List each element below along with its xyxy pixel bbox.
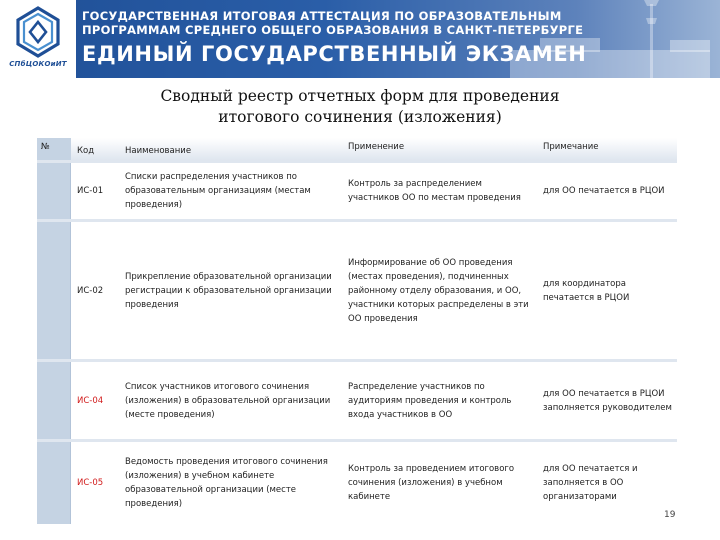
row-note: для ОО печатается в РЦОИ заполняется руководителем — [543, 388, 672, 413]
row-num-cell — [37, 163, 71, 219]
city-silhouette-icon — [500, 0, 720, 78]
row-code: ИС-04 — [77, 395, 104, 406]
row-code: ИС-05 — [77, 478, 104, 488]
header-code: Код — [77, 146, 95, 156]
row-use: Контроль за распределением участников ОО по местам проведения — [348, 179, 521, 203]
forms-registry-table — [37, 138, 677, 524]
header-title: ЕДИНЫЙ ГОСУДАРСТВЕННЫЙ ЭКЗАМЕН — [82, 42, 587, 66]
logo-text: СПбЦОКОиИТ — [9, 60, 67, 68]
row-use: Контроль за проведением итогового сочинения (изложения) в учебном кабинете — [348, 464, 515, 502]
row-name: Ведомость проведения итогового сочинения (изложения) в учебном кабинете образовательной организации (месте проведения) — [125, 457, 328, 509]
header-name: Наименование — [125, 146, 192, 156]
row-use: Информирование об ОО проведения (местах проведения), подчиненных районному отделу образования, и ОО, участники которых распределены в эти ОО проведения — [348, 257, 529, 324]
header-line-1: ГОСУДАРСТВЕННАЯ ИТОГОВАЯ АТТЕСТАЦИЯ ПО ОБРАЗОВАТЕЛЬНЫМ — [82, 9, 562, 23]
table-row — [37, 160, 677, 219]
row-num-cell — [37, 362, 71, 439]
title-line-1: Сводный реестр отчетных форм для проведения — [160, 87, 560, 105]
header-num: № — [37, 138, 71, 160]
row-note: для ОО печатается и заполняется в ОО организаторами — [543, 464, 638, 502]
row-use: Распределение участников по аудиториям проведения и контроль входа участников в ОО — [348, 381, 512, 420]
row-note: для координатора печатается в РЦОИ — [543, 278, 630, 303]
row-num-cell — [37, 442, 71, 524]
logo-emblem-icon — [10, 4, 66, 60]
header-note: Примечание — [543, 142, 599, 152]
logo — [0, 0, 76, 78]
row-name: Списки распределения участников по образовательным организациям (местам проведения) — [125, 172, 311, 210]
row-name: Прикрепление образовательной организации регистрации к образовательной организации проведения — [125, 271, 332, 310]
table-header-row — [37, 138, 677, 160]
header-banner — [0, 0, 720, 78]
row-name: Список участников итогового сочинения (изложения) в образовательной организации (месте проведения) — [125, 381, 331, 420]
table-row — [37, 359, 677, 439]
header-use: Применение — [348, 142, 405, 152]
page-title — [0, 86, 720, 128]
page-number: 19 — [664, 510, 676, 520]
row-code: ИС-02 — [77, 285, 104, 296]
row-note: для ОО печатается в РЦОИ — [543, 186, 665, 196]
table-row — [37, 219, 677, 359]
header-line-2: ПРОГРАММАМ СРЕДНЕГО ОБЩЕГО ОБРАЗОВАНИЯ В САНКТ-ПЕТЕРБУРГЕ — [82, 23, 584, 37]
row-num-cell — [37, 222, 71, 359]
table-row — [37, 439, 677, 524]
row-code: ИС-01 — [77, 186, 104, 196]
title-line-2: итогового сочинения (изложения) — [218, 108, 502, 126]
